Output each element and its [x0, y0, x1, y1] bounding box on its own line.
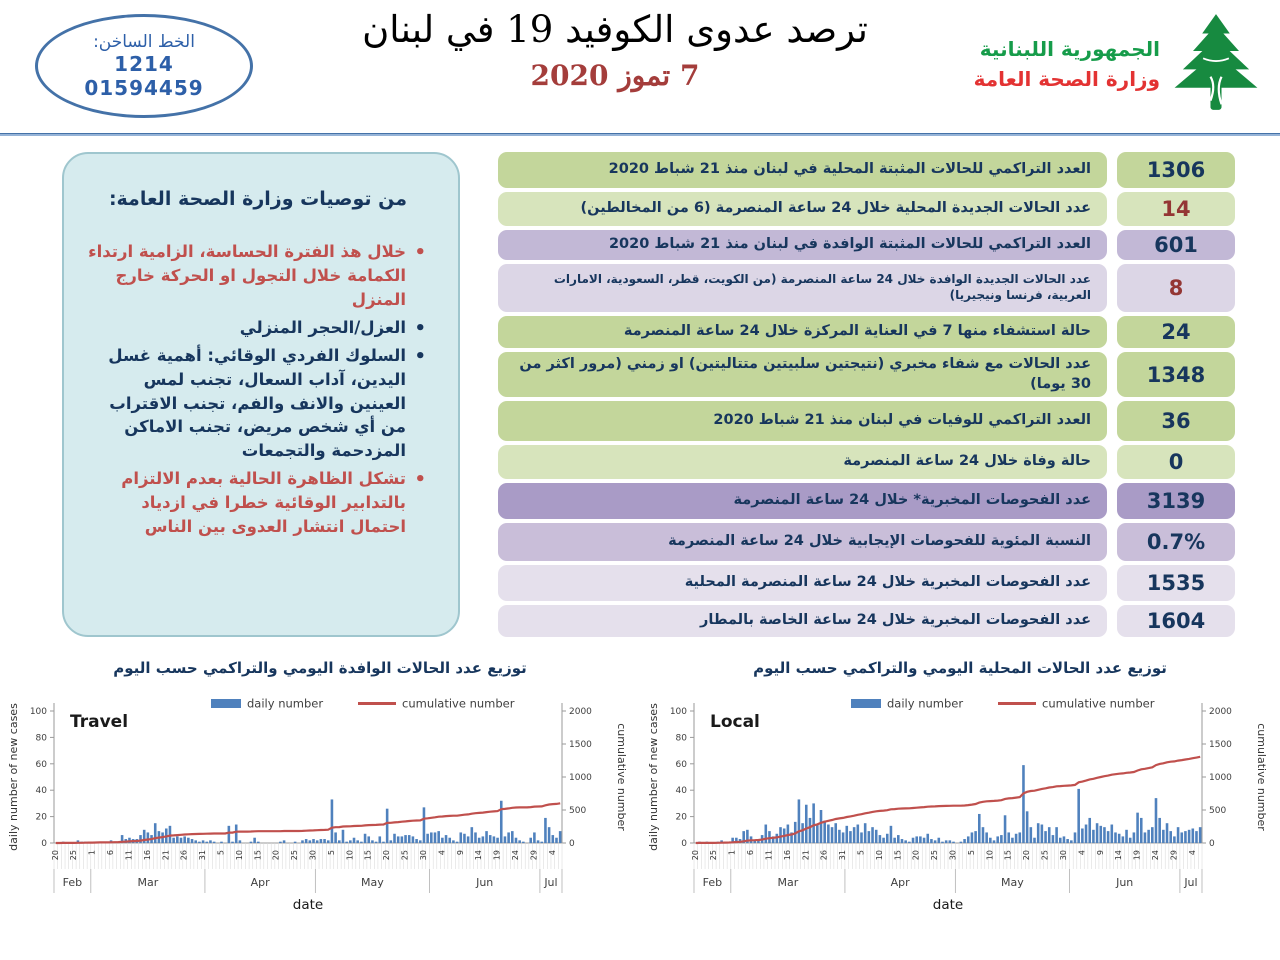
svg-text:24: 24 [1150, 850, 1160, 861]
svg-text:500: 500 [569, 806, 587, 817]
svg-text:26: 26 [819, 850, 829, 861]
stat-row [498, 152, 1235, 188]
svg-text:16: 16 [782, 850, 792, 861]
svg-text:11: 11 [124, 850, 134, 861]
local-chart-title: توزيع عدد الحالات المحلية اليومي والتراكمي حسب اليوم [753, 659, 1167, 678]
stats-table [498, 152, 1235, 637]
svg-text:10: 10 [234, 850, 244, 861]
recommendation-item: • تشكل الظاهرة الحالية بعدم الالتزام بالتدابير الوقائية خطرا في ازدياد احتمال انتشار العدوى بين الناس [88, 467, 428, 539]
travel-chart [0, 691, 640, 923]
svg-text:Mar: Mar [777, 876, 799, 890]
svg-text:20: 20 [690, 850, 700, 861]
legend-bar-swatch [851, 699, 881, 708]
svg-text:0: 0 [569, 839, 575, 850]
svg-text:60: 60 [675, 759, 687, 770]
svg-text:Jul: Jul [544, 876, 558, 890]
svg-text:15: 15 [363, 850, 373, 861]
svg-text:40: 40 [675, 786, 687, 797]
svg-text:25: 25 [69, 850, 79, 861]
cumulative-line [56, 803, 560, 843]
recommendation-item: • العزل/الحجر المنزلي [88, 316, 428, 340]
svg-text:31: 31 [838, 850, 848, 861]
stat-label: عدد الفحوصات المخبرية خلال 24 ساعة الخاصة بالمطار [498, 605, 1107, 637]
svg-text:30: 30 [418, 850, 428, 861]
ministry-name-line1: الجمهورية اللبنانية [979, 37, 1160, 61]
travel-chart-title: توزيع عدد الحالات الوافدة اليومي والتراكمي حسب اليوم [113, 659, 527, 678]
stat-label: النسبة المئوية للفحوصات الإيجابية خلال 24 ساعة المنصرمة [498, 523, 1107, 561]
svg-text:0: 0 [1209, 839, 1215, 850]
svg-text:4: 4 [547, 850, 557, 856]
daily-bars [62, 800, 562, 844]
svg-text:30: 30 [948, 850, 958, 861]
stat-value: 1348 [1117, 352, 1235, 397]
stat-value: 1604 [1117, 605, 1235, 637]
svg-text:19: 19 [492, 850, 502, 861]
local-chart [640, 691, 1280, 923]
stat-value: 0 [1117, 445, 1235, 479]
svg-text:20: 20 [675, 812, 687, 823]
hotline-number-short: 1214 [114, 52, 174, 76]
svg-text:1500: 1500 [1209, 740, 1232, 751]
svg-text:25: 25 [930, 850, 940, 861]
svg-text:19: 19 [1132, 850, 1142, 861]
stat-value: 24 [1117, 316, 1235, 348]
svg-text:80: 80 [675, 733, 687, 744]
hotline-number-long: 01594459 [84, 76, 204, 100]
ministry-name-line2: وزارة الصحة العامة [973, 67, 1160, 91]
svg-text:26: 26 [179, 850, 189, 861]
svg-text:30: 30 [308, 850, 318, 861]
svg-text:1000: 1000 [1209, 773, 1232, 784]
svg-text:14: 14 [474, 850, 484, 861]
svg-text:4: 4 [1187, 850, 1197, 856]
stat-value: 1306 [1117, 152, 1235, 188]
svg-text:2000: 2000 [569, 707, 592, 718]
recommendations-list [88, 240, 428, 539]
svg-text:25: 25 [709, 850, 719, 861]
stat-value: 0.7% [1117, 523, 1235, 561]
stat-label: حالة استشفاء منها 7 في العناية المركزة خلال 24 ساعة المنصرمة [498, 316, 1107, 348]
svg-text:0: 0 [681, 839, 687, 850]
stat-label: العدد التراكمي للوفيات في لبنان منذ 21 شباط 2020 [498, 401, 1107, 441]
chart-legend [211, 697, 515, 711]
svg-text:1: 1 [727, 850, 737, 856]
title-block [300, 8, 930, 92]
svg-text:25: 25 [290, 850, 300, 861]
local-chart-svg [646, 691, 1274, 923]
stat-row [498, 401, 1235, 441]
stat-label: عدد الحالات مع شفاء مخبري (نتيجتين سلبيتين متتاليتين) او زمني (مرور اكثر من 30 يوما) [498, 352, 1107, 397]
svg-text:cumulative number: cumulative number [1042, 696, 1155, 711]
page-title: ترصد عدوى الكوفيد 19 في لبنان [362, 8, 868, 51]
svg-text:60: 60 [35, 759, 47, 770]
svg-text:9: 9 [1095, 850, 1105, 856]
legend-bar-swatch [211, 699, 241, 708]
svg-text:29: 29 [1169, 850, 1179, 861]
svg-text:25: 25 [1040, 850, 1050, 861]
report-date: 7 تموز 2020 [530, 59, 700, 92]
svg-text:6: 6 [106, 850, 116, 856]
svg-text:31: 31 [198, 850, 208, 861]
svg-text:daily number: daily number [247, 696, 324, 711]
svg-text:cumulative number: cumulative number [402, 696, 515, 711]
svg-text:100: 100 [29, 707, 47, 718]
svg-text:0: 0 [41, 839, 47, 850]
stat-label: عدد الحالات الجديدة المحلية خلال 24 ساعة المنصرمة (6 من المخالطين) [498, 192, 1107, 226]
svg-text:Apr: Apr [890, 876, 910, 890]
ministry-logo [974, 12, 1262, 116]
right-axis-label: cumulative number [1255, 723, 1268, 831]
cumulative-line [696, 757, 1200, 843]
stat-row [498, 523, 1235, 561]
left-axis-label: daily number of new cases [647, 703, 660, 851]
stat-row [498, 264, 1235, 312]
svg-text:Jun: Jun [476, 876, 494, 890]
stat-value: 1535 [1117, 565, 1235, 601]
stat-row [498, 192, 1235, 226]
svg-text:Apr: Apr [250, 876, 270, 890]
svg-text:10: 10 [985, 850, 995, 861]
svg-text:5: 5 [966, 850, 976, 856]
svg-text:4: 4 [1077, 850, 1087, 856]
svg-text:May: May [1001, 876, 1024, 890]
svg-text:5: 5 [856, 850, 866, 856]
stat-value: 601 [1117, 230, 1235, 260]
svg-text:80: 80 [35, 733, 47, 744]
svg-text:Mar: Mar [137, 876, 159, 890]
svg-text:20: 20 [911, 850, 921, 861]
recommendation-item: • خلال هذ الفترة الحساسة، الزامية ارتداء الكمامة خلال التجول او الحركة خارج المنزل [88, 240, 428, 312]
svg-text:1000: 1000 [569, 773, 592, 784]
x-axis-label: date [292, 897, 324, 914]
svg-text:14: 14 [1114, 850, 1124, 861]
stat-label: حالة وفاة خلال 24 ساعة المنصرمة [498, 445, 1107, 479]
svg-text:100: 100 [669, 707, 687, 718]
stat-row [498, 605, 1235, 637]
stat-row [498, 316, 1235, 348]
x-axis-label: date [932, 897, 964, 914]
daily-bars [698, 765, 1201, 843]
svg-text:29: 29 [529, 850, 539, 861]
svg-text:20: 20 [382, 850, 392, 861]
svg-text:24: 24 [510, 850, 520, 861]
stat-label: عدد الفحوصات المخبرية خلال 24 ساعة المنصرمة المحلية [498, 565, 1107, 601]
svg-text:10: 10 [874, 850, 884, 861]
svg-text:5: 5 [326, 850, 336, 856]
svg-text:4: 4 [437, 850, 447, 856]
svg-text:16: 16 [142, 850, 152, 861]
svg-text:Jul: Jul [1184, 876, 1198, 890]
report-header [0, 0, 1280, 133]
svg-text:10: 10 [345, 850, 355, 861]
svg-text:9: 9 [455, 850, 465, 856]
svg-text:Jun: Jun [1116, 876, 1134, 890]
svg-text:Feb: Feb [62, 876, 83, 890]
chart-legend [851, 697, 1155, 711]
svg-text:daily number: daily number [887, 696, 964, 711]
svg-text:15: 15 [893, 850, 903, 861]
svg-text:20: 20 [1022, 850, 1032, 861]
hotline-label: الخط الساخن: [93, 32, 195, 52]
hotline-badge [35, 14, 253, 118]
stat-value: 14 [1117, 192, 1235, 226]
stat-value: 3139 [1117, 483, 1235, 519]
stat-label: العدد التراكمي للحالات المثبتة المحلية في لبنان منذ 21 شباط 2020 [498, 152, 1107, 188]
stat-row [498, 230, 1235, 260]
svg-text:15: 15 [1003, 850, 1013, 861]
svg-text:30: 30 [1058, 850, 1068, 861]
stat-value: 36 [1117, 401, 1235, 441]
svg-text:21: 21 [161, 850, 171, 861]
stat-label: عدد الفحوصات المخبرية* خلال 24 ساعة المنصرمة [498, 483, 1107, 519]
recommendations-heading: من توصيات وزارة الصحة العامة: [108, 188, 408, 210]
svg-text:2000: 2000 [1209, 707, 1232, 718]
svg-text:500: 500 [1209, 806, 1227, 817]
svg-text:15: 15 [253, 850, 263, 861]
stat-row [498, 483, 1235, 519]
svg-text:21: 21 [801, 850, 811, 861]
svg-text:May: May [361, 876, 384, 890]
svg-text:20: 20 [35, 812, 47, 823]
svg-text:11: 11 [764, 850, 774, 861]
svg-text:20: 20 [50, 850, 60, 861]
stat-label: عدد الحالات الجديدة الوافدة خلال 24 ساعة المنصرمة (من الكويت، قطر، السعودية، الامارات العربية، فرنسا ونيجيريا) [498, 264, 1107, 312]
svg-text:1: 1 [87, 850, 97, 856]
stat-row [498, 565, 1235, 601]
svg-text:20: 20 [271, 850, 281, 861]
stat-row [498, 445, 1235, 479]
recommendation-item: • السلوك الفردي الوقائي: أهمية غسل اليدين، آداب السعال، تجنب لمس العينين والانف والفم، تجنب الاقتراب من أي شخص مريض، تجنب الاماكن المزدحمة والتجمعات [88, 344, 428, 464]
stat-value: 8 [1117, 264, 1235, 312]
svg-text:40: 40 [35, 786, 47, 797]
travel-chart-svg [6, 691, 634, 923]
stat-row [498, 352, 1235, 397]
ministry-name [974, 34, 1160, 94]
stat-label: العدد التراكمي للحالات المثبتة الوافدة في لبنان منذ 21 شباط 2020 [498, 230, 1107, 260]
recommendations-panel [62, 152, 460, 637]
svg-text:Feb: Feb [702, 876, 723, 890]
left-axis-label: daily number of new cases [7, 703, 20, 851]
cedar-tree-icon [1170, 12, 1262, 116]
svg-text:5: 5 [216, 850, 226, 856]
svg-text:1500: 1500 [569, 740, 592, 751]
chart-series-title: Travel [70, 712, 129, 733]
svg-text:6: 6 [746, 850, 756, 856]
right-axis-label: cumulative number [615, 723, 628, 831]
svg-text:25: 25 [400, 850, 410, 861]
chart-series-title: Local [710, 712, 760, 733]
